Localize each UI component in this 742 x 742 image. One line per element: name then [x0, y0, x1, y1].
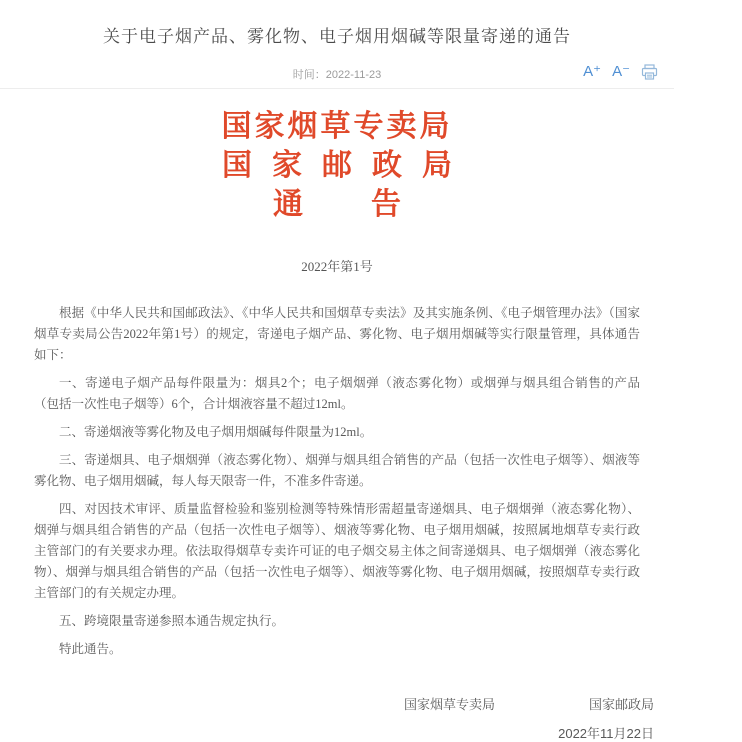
time-label: 时间：: [292, 69, 326, 81]
notice-body: [34, 303, 640, 660]
paragraph-item-2: 二、寄递烟液等雾化物及电子烟用烟碱每件限量为12ml。: [59, 425, 373, 439]
banner-line-postal-bureau: 国家邮政局: [222, 149, 472, 182]
time-value: 2022-11-23: [325, 69, 382, 81]
paragraph-item-4: 四、对因技术审评、质量监督检验和鉴别检测等特殊情形需超量寄递烟具、电子烟烟弹（液态雾化物）、烟弹与烟具组合销售的产品（包括一次性电子烟等）、烟液等雾化物、电子烟用烟碱，按照属地烟草专卖行政主管部门的有关要求办理。依法取得烟草专卖许可证的电子烟交易主体之间寄递烟具、电子烟烟弹（液态雾化物）、烟弹与烟具组合销售的产品（包括一次性电子烟等）、烟液等雾化物、电子烟用烟碱，按照烟草专卖行政主管部门的有关规定办理。: [34, 502, 640, 600]
signature-postal-bureau: 国家邮政局: [588, 697, 654, 712]
page-header: [0, 0, 674, 89]
banner-line-notice: 通告: [273, 188, 469, 221]
document-number: 2022年第1号: [301, 259, 373, 274]
paragraph-item-1: 一、寄递电子烟产品每件限量为：烟具2个；电子烟烟弹（液态雾化物）或烟弹与烟具组合销售的产品（包括一次性电子烟等）6个，合计烟液容量不超过12ml。: [34, 376, 640, 411]
signature-date: 2022年11月22日: [558, 726, 654, 741]
paragraph-closing: 特此通告。: [59, 642, 122, 656]
banner-line-tobacco-bureau: 国家烟草专卖局: [221, 110, 453, 143]
signature-row: [404, 694, 654, 713]
paragraph-item-5: 五、跨境限量寄递参照本通告规定执行。: [59, 614, 285, 628]
font-decrease-button[interactable]: A⁻: [612, 63, 630, 80]
paragraph-preamble: 根据《中华人民共和国邮政法》、《中华人民共和国烟草专卖法》及其实施条例、《电子烟管理办法》（国家烟草专卖局公告2022年第1号）的规定，寄递电子烟产品、雾化物、电子烟用烟碱等实行限量管理，具体通告如下：: [34, 306, 640, 362]
print-button[interactable]: [641, 64, 658, 80]
publish-time: [0, 63, 674, 82]
signature-tobacco-bureau: 国家烟草专卖局: [404, 697, 496, 712]
paragraph-item-3: 三、寄递烟具、电子烟烟弹（液态雾化物）、烟弹与烟具组合销售的产品（包括一次性电子烟等）、烟液等雾化物、电子烟用烟碱，每人每天限寄一件，不准多件寄递。: [34, 453, 640, 488]
toolbar: [583, 63, 658, 81]
issuing-authority-banner: [0, 107, 674, 224]
printer-icon: [641, 64, 658, 80]
page-title: 关于电子烟产品、雾化物、电子烟用烟碱等限量寄递的通告: [103, 27, 571, 46]
meta-row: [0, 63, 674, 89]
font-increase-button[interactable]: A⁺: [583, 63, 602, 80]
